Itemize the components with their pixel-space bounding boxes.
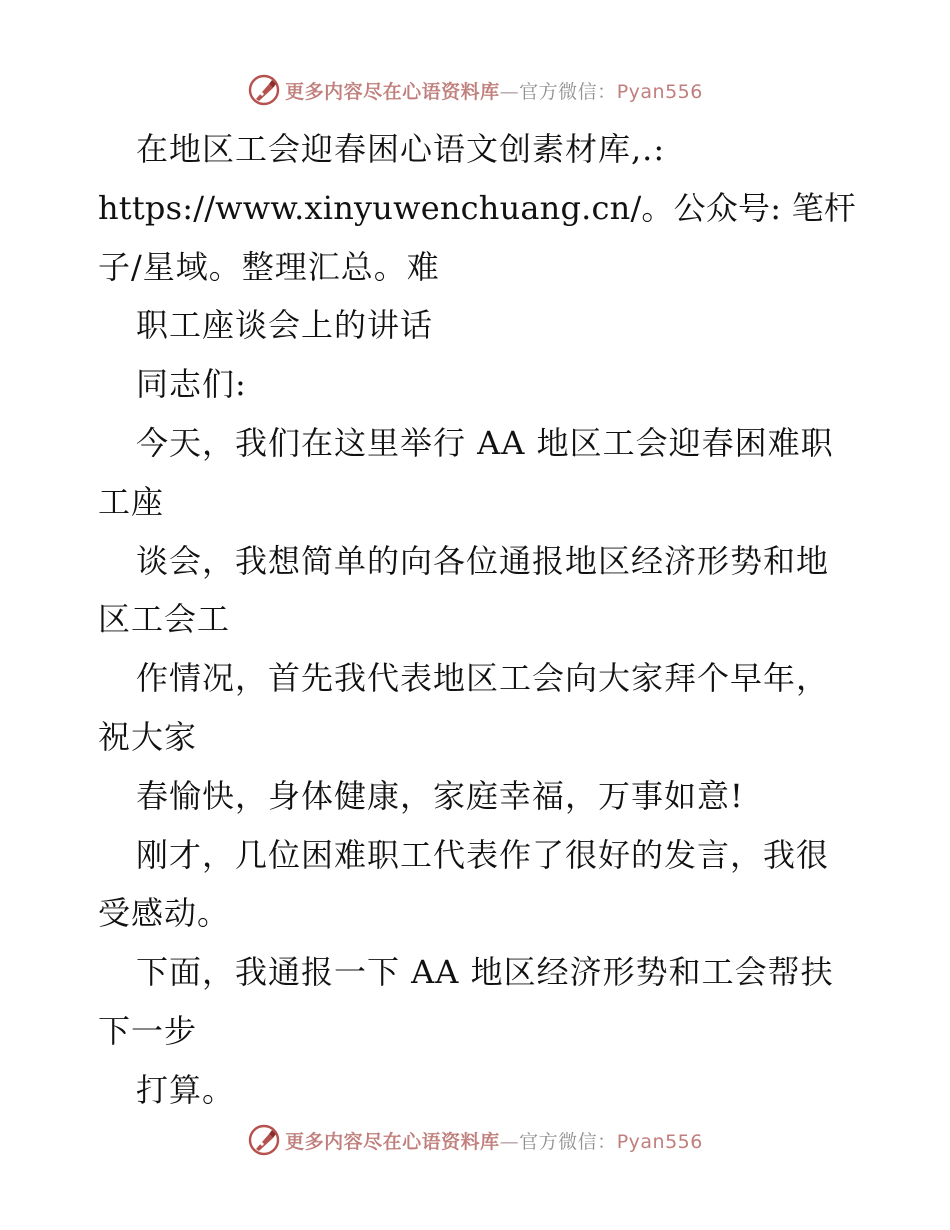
pen-nib-logo-icon [247,73,281,107]
document-line: 工座 [98,482,165,521]
document-body [98,120,858,1120]
watermark-dash: — [499,80,520,103]
document-line: 区工会工 [98,600,231,639]
watermark-dash: — [499,1130,520,1153]
document-line: 子/星域。整理汇总。难 [98,247,440,286]
document-salutation: 同志们: [136,365,247,404]
document-line: 打算。 [136,1070,236,1109]
watermark-wechat-id: Pyan556 [616,80,703,103]
watermark-text [285,77,703,104]
document-line: 刚才，几位困难职工代表作了很好的发言，我很 [136,835,830,874]
watermark-official-label: 官方微信： [519,80,617,103]
document-title: 职工座谈会上的讲话 [136,306,434,345]
watermark-official-label: 官方微信： [519,1130,617,1153]
footer-watermark [0,1122,950,1158]
document-line: https://www.xinyuwenchuang.cn/。公众号: 笔杆 [98,188,856,227]
document-line: 作情况，首先我代表地区工会向大家拜个早年， [136,659,830,698]
watermark-text [285,1127,703,1154]
watermark-site-name: 更多内容尽在心语资料库 [285,80,500,103]
header-watermark [0,72,950,108]
document-line: 今天，我们在这里举行 AA 地区工会迎春困难职 [136,423,834,462]
document-line: 春愉快，身体健康，家庭幸福，万事如意! [136,776,744,815]
document-line: 谈会，我想简单的向各位通报地区经济形势和地 [136,541,830,580]
document-line: 下一步 [98,1011,198,1050]
document-line: 祝大家 [98,717,198,756]
document-line: 受感动。 [98,894,231,933]
pen-nib-logo-icon [247,1123,281,1157]
watermark-wechat-id: Pyan556 [616,1130,703,1153]
document-line: 下面，我通报一下 AA 地区经济形势和工会帮扶 [136,953,834,992]
document-line: 在地区工会迎春困心语文创素材库,.: [136,130,666,168]
watermark-site-name: 更多内容尽在心语资料库 [285,1130,500,1153]
